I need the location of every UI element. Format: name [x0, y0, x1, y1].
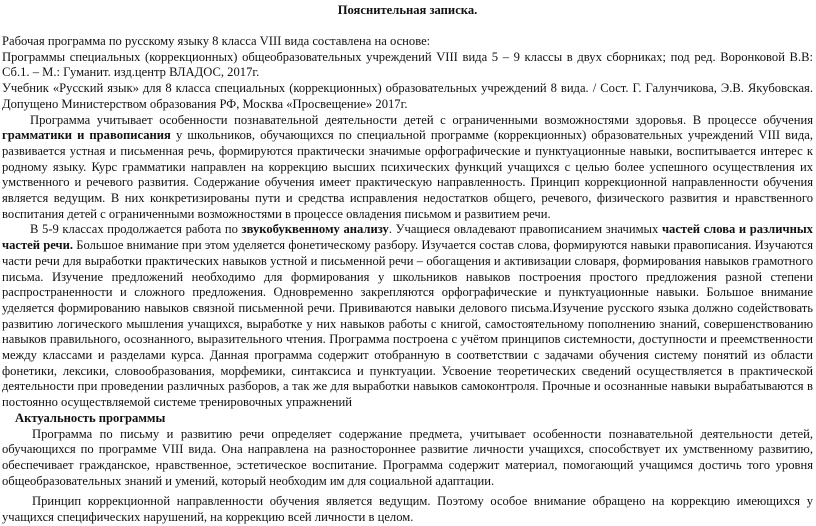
p1-bold-grammar: грамматики и правописания	[2, 128, 171, 143]
paragraph-program-features	[2, 113, 813, 223]
p2-text-e: Большое внимание при этом уделяется фонетическому разбору. Изучается состав слова, формируются навыки правописания. Изучаются части речи для выработки практических навыков устной и письменной речи – обогащения и активизации словаря, формирования навыков грамотного письма. Изучение предложений необходимо для формирования у школьников навыков построения простого предложения разной степени распространенности и сложного предложения. Одновременно закрепляются орфографические и пунктуационные навыки. Большое внимание уделяется формированию навыков связной письменной речи. Прививаются навыки делового письма.Изучение русского языка должно содействовать развитию логического мышления учащихся, выработке у них навыков работы с книгой, самостоятельному пополнению знаний, совершенствованию навыков правильного, осознанного, выразительного чтения. Программа построена с учётом принципов системности, доступности и преемственности между классами и разделами курса. Данная программа содержит отобранную в соответствии с задачами обучения систему понятий из области фонетики, лексики, словообразования, морфемики, синтаксиса и пунктуации. Усвоение теоретических сведений осуществляется в практической деятельности при проведении различных разборов, а так же для выработки навыков самоконтроля. Прочные и осознанные навыки вырабатываются в постоянно осуществляемой системе тренировочных упражнений	[2, 238, 813, 410]
paragraph-relevance: Программа по письму и развитию речи определяет содержание предмета, учитывает особенности познавательной деятельности детей, обучающихся по программе VIII вида. Она направлена на разностороннее развитие личности учащихся, способствует их умственному развитию, обеспечивает гражданское, нравственное, эстетическое воспитание. Программа содержит материал, помогающий учащимся достичь того уровня общеобразовательных знаний и умений, который необходим им для социальной адаптации.	[2, 426, 813, 488]
p1-text-a: Программа учитывает особенности познавательной деятельности детей с ограниченными возможностями здоровья. В процессе обучения	[30, 112, 813, 127]
p2-text-a: В 5-9 классах продолжается работа по	[30, 222, 242, 237]
source-textbook: Учебник «Русский язык» для 8 класса специальных (коррекционных) образовательных учреждений 8 вида. / Сост. Г. Галунчикова, Э.В. Якубовская. Допущено Министерством образования РФ, Москва «Просвещение» 2017г.	[2, 81, 813, 111]
p2-bold-sound-analysis: звукобуквенному анализу	[241, 222, 389, 237]
source-program: Программы специальных (коррекционных) общеобразовательных учреждений VIII вида 5 – 9 классы в двух сборниках; под ред. Воронковой В.В: Сб.1. – М.: Гуманит. изд.центр ВЛАДОС, 2017г.	[2, 49, 813, 80]
basis-intro: Рабочая программа по русскому языку 8 класса VIII вида составлена на основе:	[2, 34, 431, 48]
p2-text-c: . Учащиеся овладевают правописанием значимых	[388, 222, 662, 237]
p2-bold-word-parts: частей слова и различных частей речи.	[2, 222, 813, 253]
page-title: Пояснительная записка.	[337, 3, 478, 17]
paragraph-correction-principle: Принцип коррекционной направленности обучения является ведущим. Поэтому особое внимание обращено на коррекцию имеющихся у учащихся специфических нарушений, на коррекцию всей личности в целом.	[2, 494, 813, 525]
p1-text-c: у школьников, обучающихся по специальной программе (коррекционных) образовательных учреждений VIII вида, развивается устная и письменная речь, формируются практически значимые орфографические и пунктуационные навыки, воспитывается интерес к родному языку. Курс грамматики направлен на коррекцию высших психических функций учащихся с целью более успешного осуществления их умственного и речевого развития. Содержание обучения имеет практическую направленность. Принцип коррекционной направленности обучения является ведущим. В них конкретизированы пути и средства исправления недостатков общего, речевого, физического развития и нравственного воспитания детей с ограниченными возможностями в процессе овладения письмом и развитием речи.	[2, 128, 813, 221]
paragraph-grades-5-9	[2, 222, 813, 410]
section-heading-relevance: Актуальность программы	[15, 410, 166, 425]
